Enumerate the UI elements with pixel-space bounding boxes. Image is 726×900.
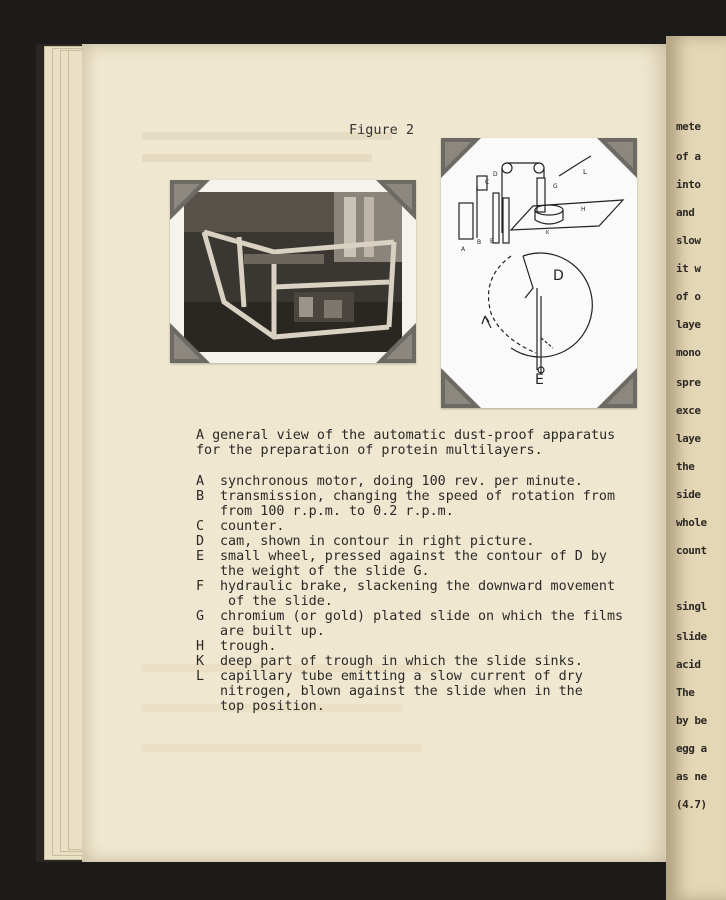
diagram-label-d: D	[493, 171, 498, 178]
facing-page-word: egg a	[676, 742, 707, 755]
legend-key: L	[196, 669, 205, 684]
diagram-label-k: K	[546, 230, 550, 236]
legend-text: counter.	[220, 519, 285, 534]
photo-corner	[597, 138, 637, 178]
photo-corner	[170, 323, 210, 363]
facing-page-word: the	[676, 460, 695, 473]
facing-page-word: laye	[676, 318, 701, 331]
facing-page-word: (4.7)	[676, 798, 707, 811]
facing-page-word: spre	[676, 376, 701, 389]
photo-corner	[441, 368, 481, 408]
figure-legend	[196, 474, 646, 714]
apparatus-photo-image	[184, 192, 402, 352]
legend-text: small wheel, pressed against the contour of D by the weight of the slide G.	[220, 549, 607, 579]
legend-item	[196, 609, 646, 639]
legend-text: deep part of trough in which the slide sinks.	[220, 654, 583, 669]
legend-text: hydraulic brake, slackening the downward movement of the slide.	[220, 579, 616, 609]
facing-page-word: laye	[676, 432, 701, 445]
legend-item	[196, 534, 646, 549]
legend-item	[196, 519, 646, 534]
legend-item	[196, 549, 646, 579]
legend-key: C	[196, 519, 205, 534]
bleed-through	[142, 154, 372, 162]
legend-key: F	[196, 579, 205, 594]
legend-item	[196, 654, 646, 669]
facing-page-word: acid	[676, 658, 701, 671]
diagram-label-l: L	[583, 168, 587, 176]
facing-page-word: into	[676, 178, 701, 191]
bleed-through	[142, 744, 422, 752]
facing-page-word: slow	[676, 234, 701, 247]
facing-page-word: mete	[676, 120, 701, 133]
diagram-label-g: G	[553, 183, 558, 190]
facing-page-word: and	[676, 206, 695, 219]
facing-page-word: singl	[676, 600, 707, 613]
apparatus-diagram	[441, 138, 637, 408]
legend-key: D	[196, 534, 205, 549]
legend-text: chromium (or gold) plated slide on which the films are built up.	[220, 609, 624, 639]
legend-key: B	[196, 489, 205, 504]
legend-key: E	[196, 549, 205, 564]
legend-key: A	[196, 474, 205, 489]
legend-item	[196, 639, 646, 654]
facing-page-edge	[666, 36, 726, 900]
facing-page-word: exce	[676, 404, 701, 417]
diagram-label-a: A	[461, 246, 466, 253]
facing-page-word: of a	[676, 150, 701, 163]
facing-page-word: side	[676, 488, 701, 501]
facing-page-word: count	[676, 544, 707, 557]
photo-corner	[441, 138, 481, 178]
cam-label: D	[553, 268, 564, 284]
legend-key: H	[196, 639, 205, 654]
legend-text: trough.	[220, 639, 277, 654]
legend-text: synchronous motor, doing 100 rev. per minute.	[220, 474, 583, 489]
legend-text: cam, shown in contour in right picture.	[220, 534, 535, 549]
diagram-label-c: C	[485, 179, 490, 186]
legend-text: capillary tube emitting a slow current of dry nitrogen, blown against the slide when in the top position.	[220, 669, 583, 714]
apparatus-photograph	[170, 180, 416, 363]
diagram-label-e: E	[490, 238, 494, 245]
facing-page-word: whole	[676, 516, 707, 529]
figure-title: Figure 2	[349, 122, 415, 138]
facing-page-word: The	[676, 686, 695, 699]
legend-item	[196, 579, 646, 609]
diagram-label-h: H	[581, 206, 586, 213]
legend-key: K	[196, 654, 205, 669]
facing-page-word: of o	[676, 290, 701, 303]
photo-corner	[376, 323, 416, 363]
legend-key: G	[196, 609, 205, 624]
facing-page-word: it w	[676, 262, 701, 275]
facing-page-word: slide	[676, 630, 707, 643]
photo-corner	[597, 368, 637, 408]
photo-corner	[170, 180, 210, 220]
legend-item	[196, 474, 646, 489]
photo-corner	[376, 180, 416, 220]
legend-item	[196, 669, 646, 714]
diagram-label-b: B	[477, 239, 482, 246]
facing-page-word: mono	[676, 346, 701, 359]
legend-text: transmission, changing the speed of rotation from from 100 r.p.m. to 0.2 r.p.m.	[220, 489, 616, 519]
figure-caption: A general view of the automatic dust-proof apparatus for the preparation of protein multilayers.	[196, 428, 616, 458]
wheel-label: E	[535, 372, 544, 388]
legend-item	[196, 489, 646, 519]
facing-page-word: by be	[676, 714, 707, 727]
facing-page-word: as ne	[676, 770, 707, 783]
